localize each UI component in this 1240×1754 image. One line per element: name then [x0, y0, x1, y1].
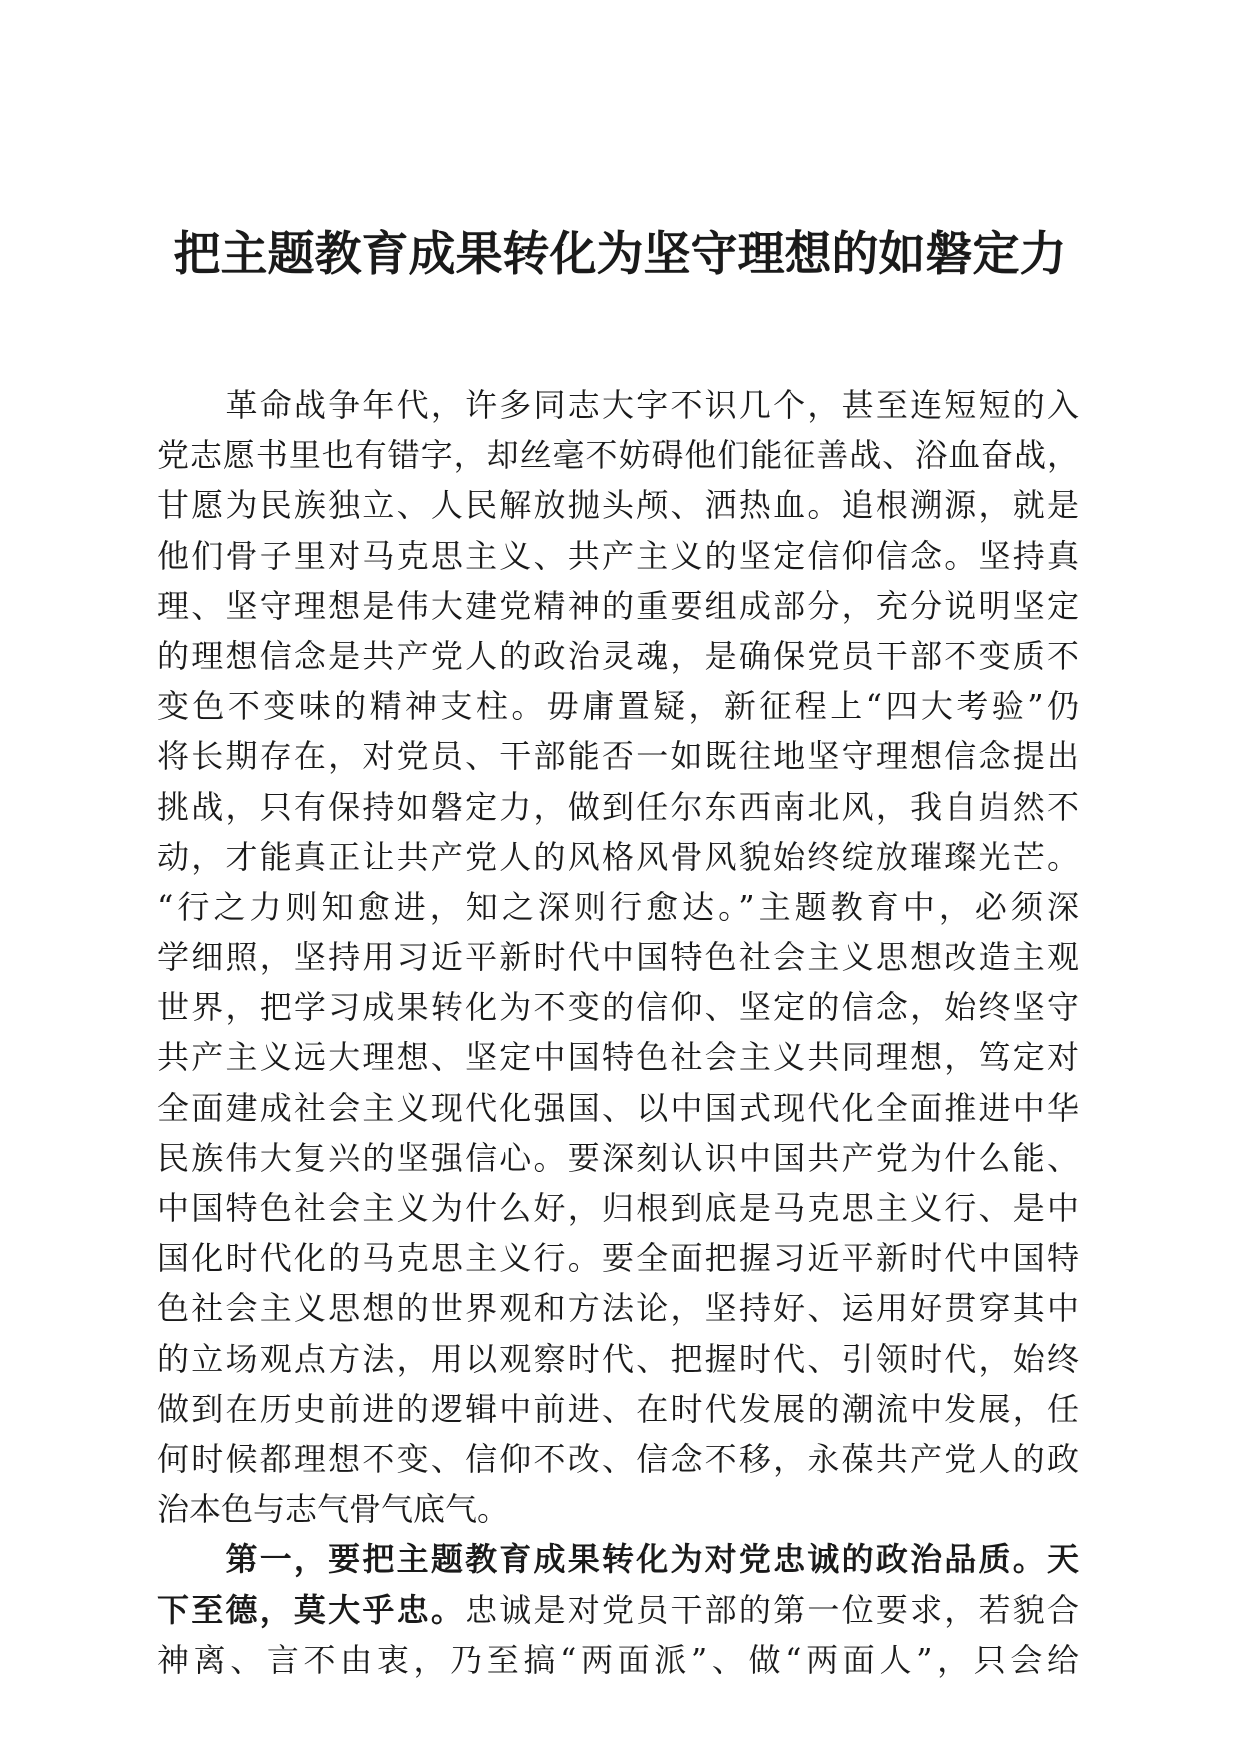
bold-heading-text: 第一，要把主题教育成果转化为对党忠诚的政治品质。天: [157, 1540, 1079, 1579]
line-text: 国化时代化的马克思主义行。要全面把握习近平新时代中国特: [157, 1239, 1079, 1278]
line-text: 理、坚守理想是伟大建党精神的重要组成部分，充分说明坚定: [157, 586, 1079, 625]
document-body: [157, 380, 1079, 1685]
text-line: [157, 480, 1079, 530]
line-text: “行之力则知愈进，知之深则行愈达。”主题教育中，必须深: [157, 887, 1079, 926]
line-text: 革命战争年代，许多同志大字不识几个，甚至连短短的入: [157, 386, 1079, 424]
line-text: 甘愿为民族独立、人民解放抛头颅、洒热血。追根溯源，就是: [157, 486, 1079, 525]
line-text: 中国特色社会主义为什么好，归根到底是马克思主义行、是中: [157, 1189, 1079, 1227]
line-text: 动，才能真正让共产党人的风格风骨风貌始终绽放璀璨光芒。: [157, 837, 1079, 876]
line-text: 党志愿书里也有错字，却丝毫不妨碍他们能征善战、浴血奋战，: [157, 436, 1079, 475]
line-text: 共产主义远大理想、坚定中国特色社会主义共同理想，笃定对: [157, 1038, 1079, 1077]
text-line: [157, 882, 1079, 932]
line-text: 世界，把学习成果转化为不变的信仰、坚定的信念，始终坚守: [157, 988, 1079, 1027]
line-text: 将长期存在，对党员、干部能否一如既往地坚守理想信念提出: [157, 737, 1079, 776]
text-line: [157, 782, 1079, 832]
line-text: 全面建成社会主义现代化强国、以中国式现代化全面推进中华: [157, 1088, 1079, 1127]
document-title: 把主题教育成果转化为坚守理想的如磐定力: [173, 227, 1067, 282]
text-line: [157, 1083, 1079, 1133]
bold-heading-text: 下至德，莫大乎忠。: [157, 1590, 466, 1629]
text-line: [157, 631, 1079, 681]
text-line: [157, 731, 1079, 781]
text-line: [157, 1434, 1079, 1484]
text-line: [157, 380, 1079, 430]
text-line: [157, 531, 1079, 581]
line-text: 做到在历史前进的逻辑中前进、在时代发展的潮流中发展，任: [157, 1389, 1079, 1428]
line-text: 何时候都理想不变、信仰不改、信念不移，永葆共产党人的政: [157, 1439, 1079, 1478]
text-line: [157, 1283, 1079, 1333]
text-line: [157, 681, 1079, 731]
text-line: [157, 832, 1079, 882]
text-line: [157, 1233, 1079, 1283]
line-text: 民族伟大复兴的坚强信心。要深刻认识中国共产党为什么能、: [157, 1138, 1079, 1177]
text-line: [157, 1484, 1079, 1534]
line-text: 的理想信念是共产党人的政治灵魂，是确保党员干部不变质不: [157, 636, 1079, 675]
line-text: 挑战，只有保持如磐定力，做到任尔东西南北风，我自岿然不: [157, 787, 1079, 826]
text-line: [157, 1032, 1079, 1082]
text-line: [157, 982, 1079, 1032]
line-text: 学细照，坚持用习近平新时代中国特色社会主义思想改造主观: [157, 938, 1079, 977]
line-text: 神离、言不由衷，乃至搞“两面派”、做“两面人”，只会给: [157, 1640, 1079, 1679]
line-text: 忠诚是对党员干部的第一位要求，若貌合: [465, 1590, 1079, 1629]
line-text: 治本色与志气骨气底气。: [157, 1490, 510, 1529]
text-line: [157, 1183, 1079, 1233]
text-line: [157, 1585, 1079, 1635]
line-text: 的立场观点方法，用以观察时代、把握时代、引领时代，始终: [157, 1339, 1079, 1378]
text-line: [157, 1635, 1079, 1685]
text-line: [157, 1334, 1079, 1384]
text-line: [157, 430, 1079, 480]
line-text: 变色不变味的精神支柱。毋庸置疑，新征程上“四大考验”仍: [157, 687, 1079, 726]
text-line: [157, 1133, 1079, 1183]
text-line: [157, 932, 1079, 982]
line-text: 他们骨子里对马克思主义、共产主义的坚定信仰信念。坚持真: [157, 536, 1079, 575]
text-line: [157, 1384, 1079, 1434]
text-line: [157, 581, 1079, 631]
text-line: [157, 1534, 1079, 1584]
line-text: 色社会主义思想的世界观和方法论，坚持好、运用好贯穿其中: [157, 1289, 1079, 1328]
